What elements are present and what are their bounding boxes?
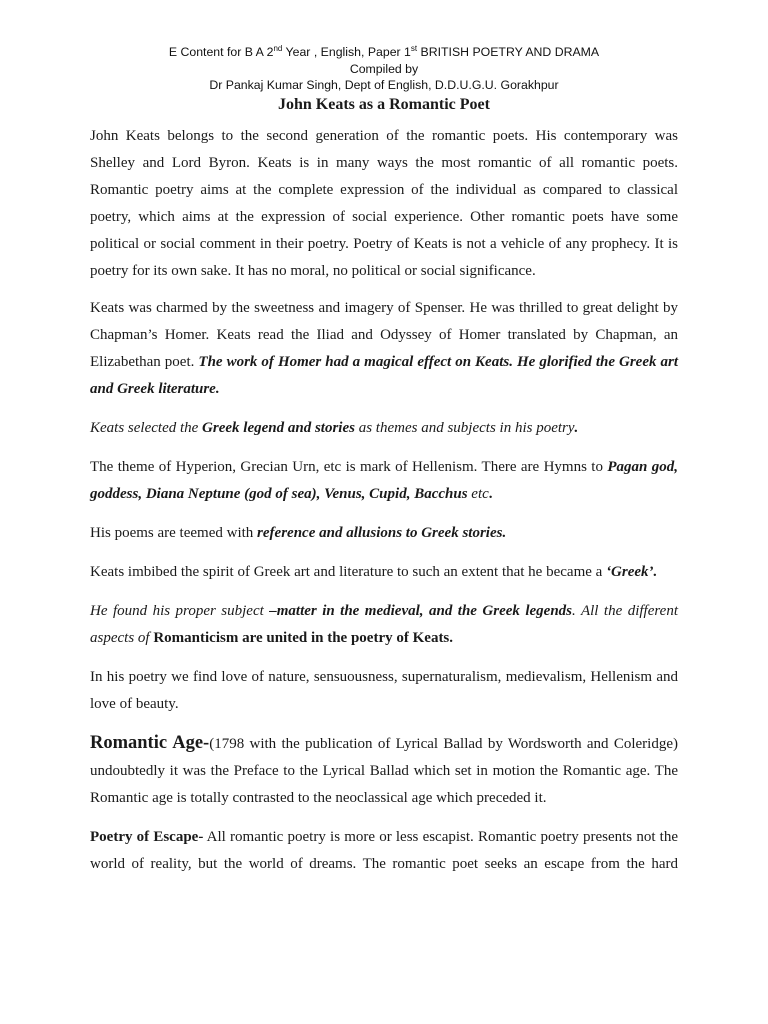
text-run: Keats selected the [90, 419, 203, 436]
paragraph-hellenism [90, 454, 678, 508]
text-run: Keats imbibed the spirit of Greek art and literature to such an extent that he became a [90, 563, 607, 580]
emphasis-run: reference and allusions to Greek stories. [257, 524, 507, 541]
text-run: Keats was charmed by the sweetness and imagery of Spenser. He was thrilled to great delight by Chapman’s Homer. Keats read the Iliad and Odyssey of Homer translated by Chapman, an Elizabethan poet. [90, 299, 678, 370]
paragraph-escape [90, 824, 678, 878]
paragraph-romantic-age [90, 730, 678, 812]
emphasis-run: ‘Greek’. [606, 563, 658, 580]
emphasis-run: Greek legend and stories [202, 419, 355, 436]
emphasis-run: . [574, 419, 579, 436]
header-line-author: Dr Pankaj Kumar Singh, Dept of English, D.D.U.G.U. Gorakhpur [209, 78, 559, 92]
paragraph-intro: John Keats belongs to the second generation of the romantic poets. His contemporary was Shelley and Lord Byron. Keats is in many ways the most romantic of all romantic poets. Romantic poetry aims at the complete expression of the individual as compared to classical poetry, which aims at the expression of social experience. Other romantic poets have some political or social comment in their poetry. Poetry of Keats is not a vehicle of any prophecy. It is poetry for its own sake. It has no moral, no political or social significance. [90, 127, 678, 279]
paragraph-medieval [90, 598, 678, 652]
paragraph-themes: In his poetry we find love of nature, sensuousness, supernaturalism, medievalism, Hellenism and love of beauty. [90, 668, 678, 712]
emphasis-run: –matter in the medieval, and the Greek legends [269, 602, 573, 619]
text-run: as themes and subjects in his poetry [354, 419, 575, 436]
header-line-course [90, 0, 678, 61]
paragraph-greek-spirit [90, 559, 678, 586]
header-line-compiled: Compiled by [349, 61, 419, 76]
text-run: (1798 with the publication of Lyrical Ballad by Wordsworth and Coleridge) undoubtedly it was the Preface to the Lyrical Ballad which set in motion the Romantic age. The Romantic age is totally contrasted to the neoclassical age which preceded it. [90, 735, 678, 806]
emphasis-run: The work of Homer had a magical effect on Keats. He glorified the Greek art and Greek literature. [90, 353, 678, 397]
emphasis-run: Pagan god, goddess, Diana Neptune (god of sea), Venus, Cupid, Bacchus [90, 458, 678, 502]
paragraph-greek-legend [90, 415, 678, 442]
text-run: . All the different aspects of [90, 602, 678, 646]
section-heading: Poetry of Escape- [90, 828, 204, 845]
emphasis-run: Romanticism are united in the poetry of Keats. [153, 629, 454, 646]
emphasis-run: . [488, 485, 493, 502]
text-run: The theme of Hyperion, Grecian Urn, etc is mark of Hellenism. There are Hymns to [90, 458, 608, 475]
header-text: BRITISH POETRY AND DRAMA [417, 45, 600, 59]
paragraph-allusions [90, 520, 678, 547]
text-run: His poems are teemed with [90, 524, 258, 541]
section-heading: Romantic Age- [90, 732, 210, 753]
header-sup: st [410, 43, 418, 53]
header-text: Year , English, Paper 1 [282, 45, 411, 59]
paragraph-spenser [90, 295, 678, 403]
header-text: E Content for B A 2 [168, 45, 274, 59]
text-run: etc [467, 485, 489, 502]
text-run: He found his proper subject [90, 602, 270, 619]
header-sup: nd [273, 43, 283, 53]
text-run: All romantic poetry is more or less escapist. Romantic poetry presents not the world of reality, but the world of dreams. The romantic poet seeks an escape from the hard [90, 828, 678, 872]
page-title: John Keats as a Romantic Poet [278, 95, 490, 113]
